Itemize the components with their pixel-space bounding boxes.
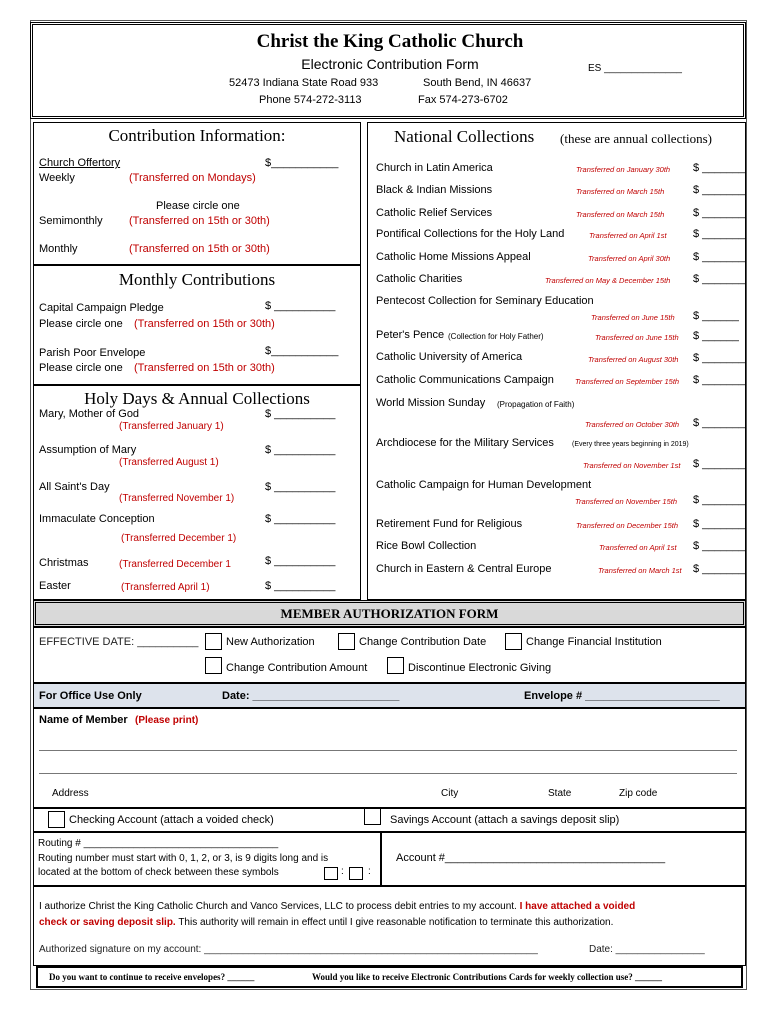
effective-date-field[interactable]: EFFECTIVE DATE: __________ [39,636,199,648]
holy-day-note: (Transferred April 1) [121,582,210,593]
holy-days-title: Holy Days & Annual Collections [84,389,310,408]
national-item-amount[interactable]: $ ______ [693,330,739,342]
account-field[interactable]: Account #____________________________________ [396,852,666,864]
holy-day-label: Easter [39,580,71,592]
checking-account-checkbox[interactable] [48,811,65,828]
semimonthly-note: (Transferred on 15th or 30th) [129,215,270,227]
offertory-label: Church Offertory [39,157,121,169]
national-item-note: Transferred on August 30th [588,355,679,364]
authorization-text-1: I authorize Christ the King Catholic Church and Vanco Services, LLC to process debit entries to my account. [39,901,517,912]
national-item-name: Catholic Home Missions Appeal [376,251,531,263]
holy-day-note: (Transferred December 1 [119,559,231,570]
state-label: State [548,788,572,799]
savings-account-checkbox[interactable] [364,808,381,825]
city-label: City [441,788,459,799]
routing-symbol-icon [349,867,363,880]
change-amount-label: Change Contribution Amount [226,662,368,674]
national-item-name: Catholic Charities [376,273,463,285]
routing-note-2: located at the bottom of check between these symbols [38,867,279,878]
national-item-amount[interactable]: $ _______ [693,417,745,429]
national-item-amount[interactable]: $ _______ [693,540,745,552]
church-address: 52473 Indiana State Road 933 [229,77,379,89]
discontinue-checkbox[interactable] [387,657,404,674]
office-use-label: For Office Use Only [39,690,142,702]
national-item-sub: (Every three years beginning in 2019) [572,441,689,448]
new-authorization-checkbox[interactable] [205,633,222,650]
national-item-note: Transferred on April 30th [588,254,671,263]
church-name: Christ the King Catholic Church [256,31,524,52]
envelopes-question[interactable]: Do you want to continue to receive envelopes? ______ [49,972,255,982]
office-date-field[interactable]: Date: ________________________ [222,690,400,702]
member-name-label: Name of Member [39,714,128,726]
national-item-note: Transferred on April 1st [599,543,677,552]
national-item-amount[interactable]: $ ______ [693,310,739,322]
weekly-note: (Transferred on Mondays) [129,172,256,184]
offertory-amount[interactable]: $___________ [265,157,339,169]
poor-circle: Please circle one [39,362,123,374]
national-item-amount[interactable]: $ _______ [693,251,745,263]
national-item-note: Transferred on November 15th [575,497,677,506]
monthly-label: Monthly [39,243,78,255]
national-item-note: Transferred on June 15th [591,313,675,322]
savings-account-label: Savings Account (attach a savings deposit slip) [390,814,620,826]
national-item-note: Transferred on March 15th [576,187,665,196]
poor-note: (Transferred on 15th or 30th) [134,362,275,374]
authorization-red-2: check or saving deposit slip. [39,917,176,928]
monthly-title: Monthly Contributions [118,270,276,289]
holy-day-amount[interactable]: $ __________ [265,513,336,525]
holy-day-label: Assumption of Mary [39,444,137,456]
national-item-note: Transferred on November 1st [583,461,681,470]
national-item-sub: (Propagation of Faith) [497,400,575,409]
national-title: National Collections [394,127,535,146]
national-item-name: Catholic Communications Campaign [376,374,554,386]
holy-day-label: Immaculate Conception [39,513,155,525]
national-item-amount[interactable]: $ _______ [693,458,745,470]
address-label: Address [52,788,89,799]
change-institution-label: Change Financial Institution [526,636,662,648]
cards-question[interactable]: Would you like to receive Electronic Contributions Cards for weekly collection use? ______ [312,972,662,982]
holy-day-amount[interactable]: $ __________ [265,555,336,567]
national-item-name: Archdiocese for the Military Services [376,437,554,449]
checking-account-label: Checking Account (attach a voided check) [69,814,274,826]
national-item-note: Transferred on December 15th [576,521,678,530]
holy-day-label: All Saint's Day [39,481,110,493]
contribution-title: Contribution Information: [108,126,286,145]
routing-colon-icon: : [368,866,371,877]
holy-day-amount[interactable]: $ __________ [265,444,336,456]
national-item-amount[interactable]: $ _______ [693,273,745,285]
routing-colon-icon: : [341,866,344,877]
authorization-red-1: I have attached a voided [519,901,636,912]
member-name-line[interactable] [39,750,737,751]
weekly-label: Weekly [39,172,75,184]
zip-label: Zip code [619,788,658,799]
change-amount-checkbox[interactable] [205,657,222,674]
member-title: MEMBER AUTHORIZATION FORM [280,606,499,621]
national-item-name: Pontifical Collections for the Holy Land [376,228,565,240]
national-item-amount[interactable]: $ _______ [693,494,745,506]
holy-day-amount[interactable]: $ __________ [265,408,336,420]
national-item-name: Catholic Relief Services [376,207,493,219]
national-item-amount[interactable]: $ _______ [693,518,745,530]
circle-one-label: Please circle one [156,200,240,212]
member-address-line[interactable] [39,773,737,774]
church-phone: Phone 574-272-3113 [259,94,362,106]
holy-day-note: (Transferred December 1) [121,533,237,544]
national-item-amount[interactable]: $ _______ [693,374,745,386]
national-subtitle: (these are annual collections) [560,131,712,146]
national-item-note: Transferred on April 1st [589,231,667,240]
church-fax: Fax 574-273-6702 [418,94,508,106]
national-item-sub: (Collection for Holy Father) [448,332,544,341]
national-item-note: Transferred on October 30th [585,420,680,429]
poor-amount[interactable]: $___________ [265,345,339,357]
national-item-amount[interactable]: $ _______ [693,352,745,364]
holy-day-note: (Transferred August 1) [119,457,219,468]
change-institution-checkbox[interactable] [505,633,522,650]
discontinue-label: Discontinue Electronic Giving [408,662,552,674]
church-city: South Bend, IN 46637 [423,77,532,89]
office-envelope-field[interactable]: Envelope # ______________________ [524,690,720,702]
holy-day-note: (Transferred January 1) [119,421,224,432]
routing-note: Routing number must start with 0, 1, 2, or 3, is 9 digits long and is [38,853,329,864]
capital-label: Capital Campaign Pledge [39,302,164,314]
national-item-name: Catholic Campaign for Human Development [376,479,592,491]
member-name-note: (Please print) [135,715,199,726]
authorization-text [39,899,744,931]
national-item-name: Rice Bowl Collection [376,540,477,552]
authorization-text-2: This authority will remain in effect until I give reasonable notification to terminate this authorization. [178,917,614,928]
national-item-name: Church in Eastern & Central Europe [376,563,552,575]
es-field[interactable]: ES ______________ [588,63,682,74]
national-item-amount[interactable]: $ _______ [693,207,745,219]
national-item-name: Pentecost Collection for Seminary Education [376,295,594,307]
change-date-checkbox[interactable] [338,633,355,650]
capital-circle: Please circle one [39,318,123,330]
holy-day-amount[interactable]: $ __________ [265,481,336,493]
new-authorization-label: New Authorization [226,636,315,648]
change-date-label: Change Contribution Date [359,636,487,648]
signature-date-field[interactable]: Date: ________________ [589,944,705,955]
monthly-note: (Transferred on 15th or 30th) [129,243,270,255]
national-item-amount[interactable]: $ _______ [693,228,745,240]
national-item-amount[interactable]: $ _______ [693,184,745,196]
semimonthly-label: Semimonthly [39,215,103,227]
national-item-name: Catholic University of America [376,351,523,363]
national-item-note: Transferred on June 15th [595,333,679,342]
national-item-note: Transferred on March 1st [598,566,682,575]
routing-symbol-icon [324,867,338,880]
holy-day-note: (Transferred November 1) [119,493,235,504]
capital-note: (Transferred on 15th or 30th) [134,318,275,330]
holy-day-label: Christmas [39,557,89,569]
signature-field[interactable]: Authorized signature on my account: ____________________________________________________________ [39,944,538,955]
capital-amount[interactable]: $ __________ [265,300,336,312]
national-item-amount[interactable]: $ _______ [693,162,745,174]
national-item-note: Transferred on March 15th [576,210,665,219]
national-item-name: Peter's Pence [376,329,445,341]
national-item-name: Black & Indian Missions [376,184,493,196]
routing-field[interactable]: Routing # ___________________________________ [38,838,279,849]
national-item-note: Transferred on May & December 15th [545,276,671,285]
national-item-name: Retirement Fund for Religious [376,518,523,530]
national-item-amount[interactable]: $ _______ [693,563,745,575]
form-title: Electronic Contribution Form [301,56,479,72]
national-item-note: Transferred on January 30th [576,165,671,174]
poor-label: Parish Poor Envelope [39,347,146,359]
holy-day-label: Mary, Mother of God [39,408,140,420]
holy-day-amount[interactable]: $ __________ [265,580,336,592]
national-item-note: Transferred on September 15th [575,377,680,386]
national-item-name: World Mission Sunday [376,397,486,409]
national-item-name: Church in Latin America [376,162,493,174]
